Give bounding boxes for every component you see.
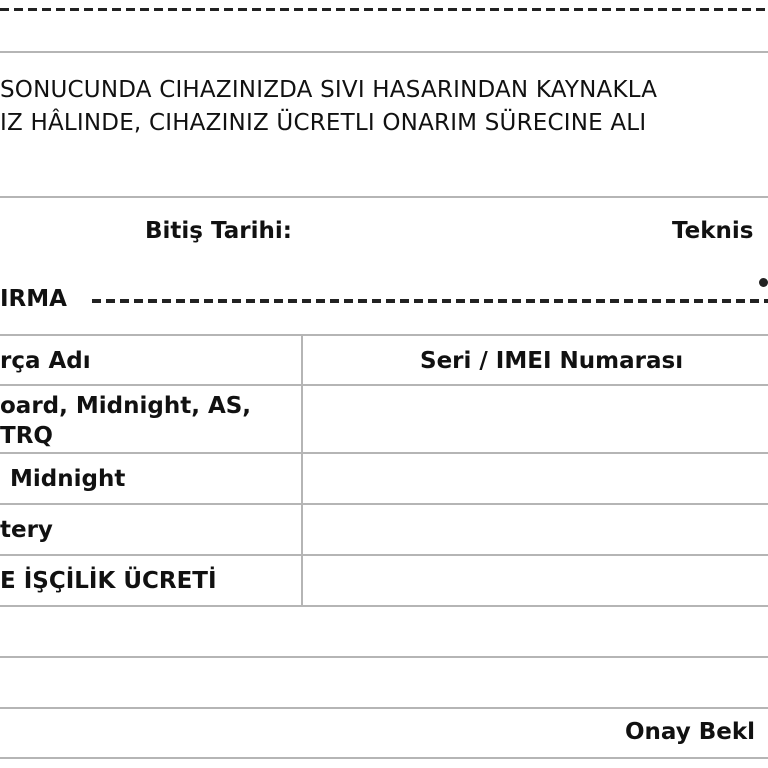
- table-row-1-line-1: oard, Midnight, AS,: [0, 393, 252, 419]
- table-row-border: [0, 554, 768, 556]
- table-row-2: Midnight: [10, 466, 126, 492]
- technician-label: Teknis: [672, 218, 754, 244]
- notice-line-1: SONUCUNDA CIHAZINIZDA SIVI HASARINDAN KAYNAKLA: [0, 77, 658, 103]
- table-top-border: [0, 334, 768, 336]
- divider: [0, 196, 768, 198]
- table-row-border: [0, 384, 768, 386]
- table-row-3: tery: [0, 517, 53, 543]
- table-row-border: [0, 452, 768, 454]
- column-header-serial-imei: Seri / IMEI Numarası: [420, 348, 684, 374]
- divider: [0, 51, 768, 53]
- approval-status-label: Onay Bekl: [625, 719, 756, 745]
- table-row-4: E İŞÇİLİK ÜCRETİ: [0, 568, 217, 594]
- table-row-1-line-2: TRQ: [0, 423, 53, 449]
- table-column-divider: [301, 334, 303, 606]
- top-dashed-separator: [0, 8, 768, 11]
- end-date-label: Bitiş Tarihi:: [145, 218, 292, 244]
- divider: [0, 656, 768, 658]
- dot-marker: [759, 278, 768, 287]
- notice-line-2: IZ HÂLINDE, CIHAZINIZ ÜCRETLI ONARIM SÜRECINE ALI: [0, 110, 647, 136]
- table-bottom-border: [0, 605, 768, 607]
- table-row-border: [0, 503, 768, 505]
- signature-label: IRMA: [0, 286, 67, 312]
- signature-dashed-line: [92, 299, 768, 303]
- column-header-part-name: rça Adı: [0, 348, 91, 374]
- bottom-divider: [0, 757, 768, 759]
- divider: [0, 707, 768, 709]
